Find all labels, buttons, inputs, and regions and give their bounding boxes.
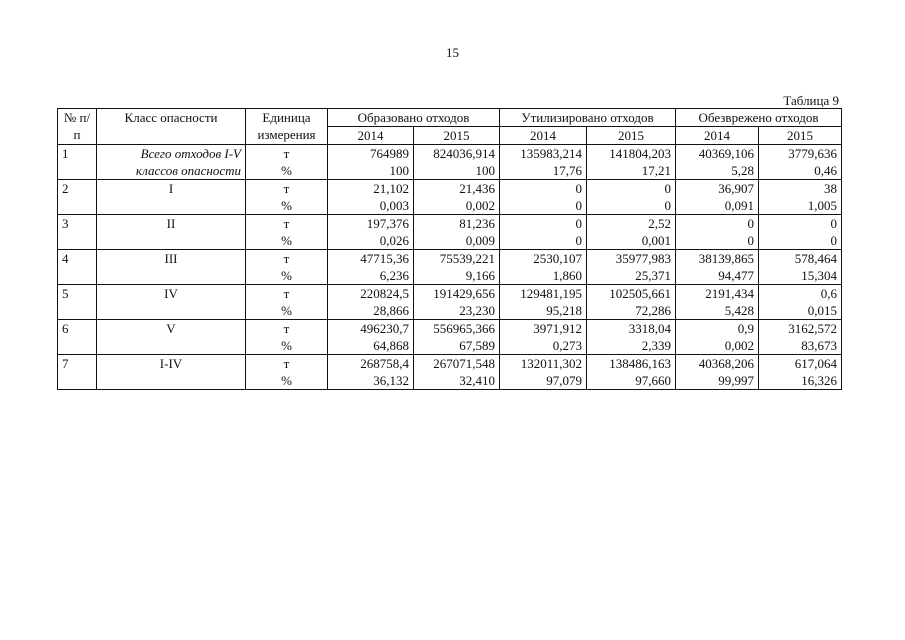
percent-cell: 0,009 [414,232,500,250]
hazard-class: I-IV [97,355,246,390]
hazard-class: III [97,250,246,285]
value-cell: 21,102 [328,180,414,198]
value-cell: 132011,302 [500,355,587,373]
value-cell: 0 [676,215,759,233]
hazard-class: I [97,180,246,215]
header-class: Класс опасности [97,109,246,145]
value-cell: 141804,203 [587,145,676,163]
unit-percent: % [246,232,328,250]
page-number: 15 [446,45,459,60]
header-utilized: Утилизировано отходов [500,109,676,127]
value-cell: 135983,214 [500,145,587,163]
row-number: 6 [58,320,97,355]
unit-percent: % [246,337,328,355]
percent-cell: 0,001 [587,232,676,250]
table-row [58,215,842,233]
percent-cell: 0,002 [676,337,759,355]
percent-cell: 15,304 [759,267,842,285]
percent-cell: 83,673 [759,337,842,355]
value-cell: 3318,04 [587,320,676,338]
percent-cell: 28,866 [328,302,414,320]
percent-cell: 6,236 [328,267,414,285]
header-year: 2014 [328,127,414,145]
value-cell: 35977,983 [587,250,676,268]
value-cell: 2191,434 [676,285,759,303]
header-year: 2014 [676,127,759,145]
percent-cell: 95,218 [500,302,587,320]
row-number: 2 [58,180,97,215]
unit-tonnes: т [246,215,328,233]
value-cell: 75539,221 [414,250,500,268]
table-row [58,145,842,163]
percent-cell: 5,28 [676,162,759,180]
row-number: 7 [58,355,97,390]
hazard-class: II [97,215,246,250]
percent-cell: 17,76 [500,162,587,180]
percent-cell: 67,589 [414,337,500,355]
unit-percent: % [246,197,328,215]
percent-cell: 64,868 [328,337,414,355]
percent-cell: 5,428 [676,302,759,320]
value-cell: 496230,7 [328,320,414,338]
value-cell: 197,376 [328,215,414,233]
value-cell: 0 [587,180,676,198]
percent-cell: 0,003 [328,197,414,215]
percent-cell: 0,015 [759,302,842,320]
unit-percent: % [246,302,328,320]
value-cell: 3971,912 [500,320,587,338]
row-number: 5 [58,285,97,320]
header-year: 2015 [587,127,676,145]
unit-tonnes: т [246,285,328,303]
table-row [58,320,842,338]
table-body [58,145,842,390]
row-number: 1 [58,145,97,180]
header-year: 2015 [759,127,842,145]
unit-tonnes: т [246,180,328,198]
waste-table [57,108,842,390]
value-cell: 220824,5 [328,285,414,303]
row-number: 4 [58,250,97,285]
header-year: 2015 [414,127,500,145]
percent-cell: 2,339 [587,337,676,355]
value-cell: 0 [759,215,842,233]
table-row [58,180,842,198]
percent-cell: 9,166 [414,267,500,285]
percent-cell: 0 [676,232,759,250]
value-cell: 267071,548 [414,355,500,373]
percent-cell: 97,660 [587,372,676,390]
percent-cell: 94,477 [676,267,759,285]
value-cell: 38 [759,180,842,198]
hazard-class: Всего отходов I-V классов опасности [97,145,246,180]
header-neutralized: Обезврежено отходов [676,109,842,127]
percent-cell: 17,21 [587,162,676,180]
value-cell: 102505,661 [587,285,676,303]
percent-cell: 1,860 [500,267,587,285]
value-cell: 40369,106 [676,145,759,163]
table-caption: Таблица 9 [783,93,839,108]
unit-percent: % [246,162,328,180]
value-cell: 81,236 [414,215,500,233]
value-cell: 0,9 [676,320,759,338]
percent-cell: 97,079 [500,372,587,390]
header-unit: Единица измерения [246,109,328,145]
percent-cell: 16,326 [759,372,842,390]
table-row [58,250,842,268]
percent-cell: 0,091 [676,197,759,215]
value-cell: 0 [500,215,587,233]
value-cell: 191429,656 [414,285,500,303]
header-year: 2014 [500,127,587,145]
hazard-class: IV [97,285,246,320]
table-row [58,355,842,373]
percent-cell: 0 [500,232,587,250]
percent-cell: 0 [500,197,587,215]
row-number: 3 [58,215,97,250]
value-cell: 268758,4 [328,355,414,373]
unit-tonnes: т [246,145,328,163]
header-generated: Образовано отходов [328,109,500,127]
value-cell: 2530,107 [500,250,587,268]
table-row [58,285,842,303]
value-cell: 0,6 [759,285,842,303]
value-cell: 764989 [328,145,414,163]
percent-cell: 36,132 [328,372,414,390]
value-cell: 129481,195 [500,285,587,303]
value-cell: 578,464 [759,250,842,268]
percent-cell: 23,230 [414,302,500,320]
percent-cell: 0,46 [759,162,842,180]
unit-percent: % [246,267,328,285]
unit-percent: % [246,372,328,390]
percent-cell: 25,371 [587,267,676,285]
percent-cell: 0 [759,232,842,250]
percent-cell: 32,410 [414,372,500,390]
unit-tonnes: т [246,355,328,373]
value-cell: 824036,914 [414,145,500,163]
value-cell: 40368,206 [676,355,759,373]
percent-cell: 0,026 [328,232,414,250]
unit-tonnes: т [246,320,328,338]
value-cell: 3162,572 [759,320,842,338]
value-cell: 138486,163 [587,355,676,373]
value-cell: 556965,366 [414,320,500,338]
percent-cell: 0 [587,197,676,215]
percent-cell: 0,002 [414,197,500,215]
percent-cell: 1,005 [759,197,842,215]
percent-cell: 0,273 [500,337,587,355]
percent-cell: 72,286 [587,302,676,320]
hazard-class: V [97,320,246,355]
value-cell: 3779,636 [759,145,842,163]
value-cell: 617,064 [759,355,842,373]
percent-cell: 100 [328,162,414,180]
value-cell: 0 [500,180,587,198]
value-cell: 36,907 [676,180,759,198]
value-cell: 38139,865 [676,250,759,268]
value-cell: 47715,36 [328,250,414,268]
percent-cell: 99,997 [676,372,759,390]
table-header [58,109,842,145]
unit-tonnes: т [246,250,328,268]
value-cell: 21,436 [414,180,500,198]
percent-cell: 100 [414,162,500,180]
value-cell: 2,52 [587,215,676,233]
header-num: № п/п [58,109,97,145]
